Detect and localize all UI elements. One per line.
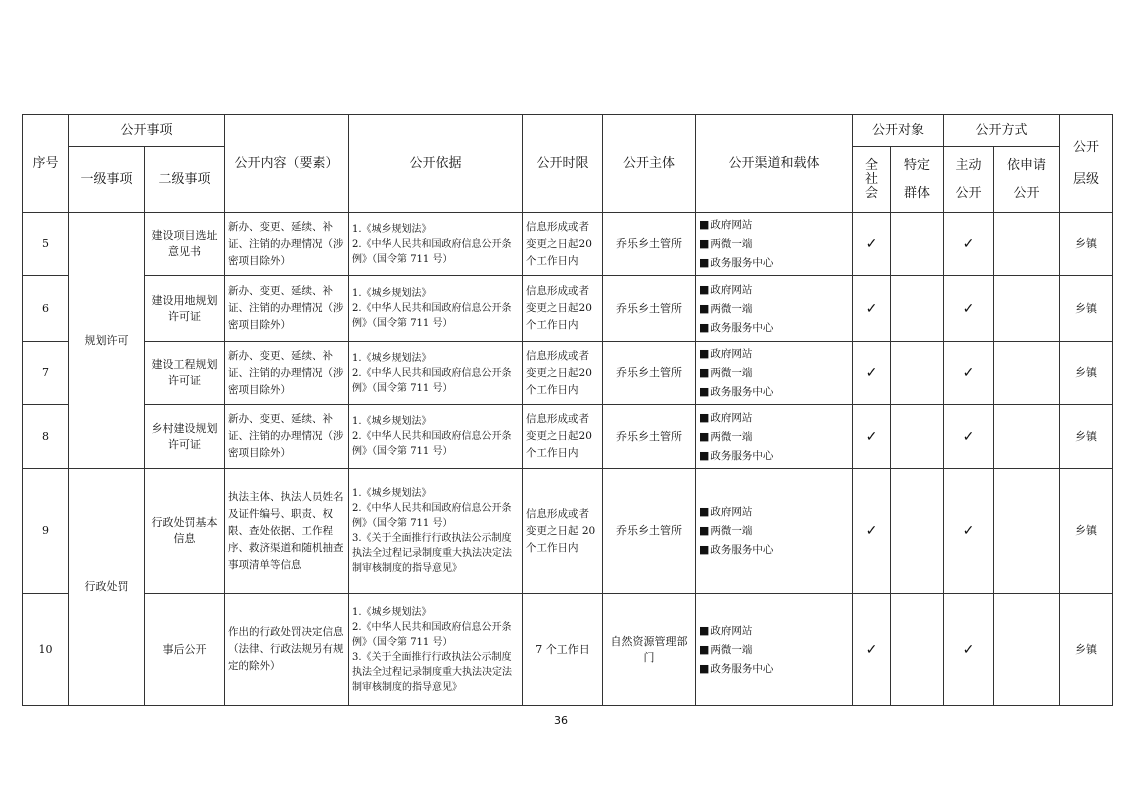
row-content: 执法主体、执法人员姓名及证件编号、职责、权限、查处依据、工作程序、救济渠道和随机抽查事项清单等信息	[225, 469, 349, 594]
row-seq: 9	[23, 469, 69, 594]
channel-item: ■ 政府网站	[699, 216, 849, 234]
header-level1: 一级事项	[69, 147, 145, 213]
check-all-society: ✓	[853, 213, 891, 276]
header-subject: 公开主体	[603, 115, 696, 213]
header-target-specific	[891, 147, 944, 213]
row-time-limit: 信息形成或者变更之日起 20 个工作日内	[523, 469, 603, 594]
row-subject: 乔乐乡土管所	[603, 342, 696, 405]
channel-item: ■ 政府网站	[699, 281, 849, 299]
row-item: 事后公开	[145, 594, 225, 706]
channel-item: ■ 两微一端	[699, 641, 849, 659]
row-time-limit: 信息形成或者变更之日起20个工作日内	[523, 405, 603, 469]
row-channels	[696, 594, 853, 706]
header-content: 公开内容（要素）	[225, 115, 349, 213]
header-method: 公开方式	[944, 115, 1060, 147]
check-active: ✓	[944, 405, 994, 469]
header-target-all-char: 会	[865, 185, 879, 201]
row-channels	[696, 405, 853, 469]
header-method-active-line2: 公开	[955, 185, 982, 201]
row-subject: 乔乐乡土管所	[603, 213, 696, 276]
basis-line: 1.《城乡规划法》	[352, 352, 432, 364]
row-basis	[349, 594, 523, 706]
channel-item: ■ 政务服务中心	[699, 447, 849, 465]
header-level-line1: 公开	[1073, 139, 1100, 155]
row-basis	[349, 469, 523, 594]
row-time-limit: 信息形成或者变更之日起20个工作日内	[523, 213, 603, 276]
row-basis	[349, 342, 523, 405]
basis-line: 2.《中华人民共和国政府信息公开条例》（国令第 711 号）	[352, 503, 512, 529]
table-row	[23, 213, 1113, 276]
basis-line: 2.《中华人民共和国政府信息公开条例》（国令第 711 号）	[352, 621, 512, 648]
header-channel: 公开渠道和载体	[696, 115, 853, 213]
row-subject: 乔乐乡土管所	[603, 469, 696, 594]
check-specific	[891, 276, 944, 342]
group-planning: 规划许可	[69, 213, 145, 469]
row-item: 行政处罚基本信息	[145, 469, 225, 594]
basis-line: 1.《城乡规划法》	[352, 488, 432, 499]
check-request	[994, 469, 1060, 594]
check-specific	[891, 469, 944, 594]
check-specific	[891, 213, 944, 276]
check-all-society: ✓	[853, 342, 891, 405]
check-all-society: ✓	[853, 276, 891, 342]
basis-line: 1.《城乡规划法》	[352, 223, 432, 235]
row-content: 新办、变更、延续、补证、注销的办理情况（涉密项目除外）	[225, 405, 349, 469]
header-target-all-char: 社	[865, 171, 879, 187]
channel-item: ■ 两微一端	[699, 522, 849, 540]
header-level	[1060, 115, 1113, 213]
header-target-specific-line1: 特定	[904, 157, 931, 173]
header-target-specific-line2: 群体	[904, 185, 931, 201]
header-basis: 公开依据	[349, 115, 523, 213]
channel-item: ■ 两微一端	[699, 235, 849, 253]
row-seq: 7	[23, 342, 69, 405]
table-row	[23, 276, 1113, 342]
header-level-line2: 层级	[1073, 171, 1100, 187]
check-request	[994, 594, 1060, 706]
row-basis	[349, 405, 523, 469]
header-time-limit: 公开时限	[523, 115, 603, 213]
check-request	[994, 342, 1060, 405]
row-time-limit: 信息形成或者变更之日起20个工作日内	[523, 342, 603, 405]
row-content: 新办、变更、延续、补证、注销的办理情况（涉密项目除外）	[225, 213, 349, 276]
header-target: 公开对象	[853, 115, 944, 147]
group-penalty: 行政处罚	[69, 469, 145, 706]
basis-line: 2.《中华人民共和国政府信息公开条例》（国令第 711 号）	[352, 431, 512, 457]
channel-item: ■ 政务服务中心	[699, 541, 849, 559]
header-target-all	[853, 147, 891, 213]
row-subject: 乔乐乡土管所	[603, 405, 696, 469]
row-channels	[696, 213, 853, 276]
table-row	[23, 594, 1113, 706]
header-target-all-char: 全	[865, 157, 879, 173]
row-item: 建设用地规划许可证	[145, 276, 225, 342]
row-level: 乡镇	[1060, 213, 1113, 276]
channel-item: ■ 政府网站	[699, 409, 849, 427]
basis-line: 1.《城乡规划法》	[352, 606, 432, 618]
check-active: ✓	[944, 213, 994, 276]
header-method-request-line2: 公开	[1013, 185, 1040, 201]
row-seq: 8	[23, 405, 69, 469]
row-level: 乡镇	[1060, 469, 1113, 594]
header-level2: 二级事项	[145, 147, 225, 213]
basis-line: 3.《关于全面推行行政执法公示制度执法全过程记录制度重大执法决定法制审核制度的指导意见》	[352, 533, 513, 574]
row-content: 新办、变更、延续、补证、注销的办理情况（涉密项目除外）	[225, 276, 349, 342]
row-channels	[696, 469, 853, 594]
basis-line: 2.《中华人民共和国政府信息公开条例》（国令第 711 号）	[352, 367, 512, 394]
header-method-request	[994, 147, 1060, 213]
channel-item: ■ 政府网站	[699, 622, 849, 640]
row-level: 乡镇	[1060, 342, 1113, 405]
channel-item: ■ 政府网站	[699, 503, 849, 521]
row-level: 乡镇	[1060, 276, 1113, 342]
check-active: ✓	[944, 469, 994, 594]
row-seq: 10	[23, 594, 69, 706]
row-subject: 乔乐乡土管所	[603, 276, 696, 342]
check-request	[994, 405, 1060, 469]
basis-line: 3.《关于全面推行行政执法公示制度执法全过程记录制度重大执法决定法制审核制度的指导意见》	[352, 651, 513, 693]
row-time-limit: 信息形成或者变更之日起20个工作日内	[523, 276, 603, 342]
channel-item: ■ 政府网站	[699, 345, 849, 363]
check-all-society: ✓	[853, 469, 891, 594]
channel-item: ■ 政务服务中心	[699, 254, 849, 272]
header-items: 公开事项	[69, 115, 225, 147]
check-all-society: ✓	[853, 594, 891, 706]
check-active: ✓	[944, 594, 994, 706]
table-row	[23, 469, 1113, 594]
row-seq: 5	[23, 213, 69, 276]
channel-item: ■ 两微一端	[699, 300, 849, 318]
row-channels	[696, 276, 853, 342]
row-content: 新办、变更、延续、补证、注销的办理情况（涉密项目除外）	[225, 342, 349, 405]
basis-line: 1.《城乡规划法》	[352, 288, 432, 299]
row-content: 作出的行政处罚决定信息（法律、行政法规另有规定的除外）	[225, 594, 349, 706]
row-level: 乡镇	[1060, 405, 1113, 469]
check-specific	[891, 342, 944, 405]
basis-line: 1.《城乡规划法》	[352, 416, 432, 427]
channel-item: ■ 两微一端	[699, 428, 849, 446]
header-method-active-line1: 主动	[955, 157, 982, 173]
check-request	[994, 213, 1060, 276]
row-item: 乡村建设规划许可证	[145, 405, 225, 469]
check-active: ✓	[944, 342, 994, 405]
page-number: 36	[554, 714, 568, 727]
header-method-request-line1: 依申请	[1007, 157, 1047, 173]
basis-line: 2.《中华人民共和国政府信息公开条例》（国令第 711 号）	[352, 303, 512, 329]
channel-item: ■ 政务服务中心	[699, 319, 849, 337]
channel-item: ■ 政务服务中心	[699, 383, 849, 401]
row-basis	[349, 276, 523, 342]
row-basis	[349, 213, 523, 276]
row-channels	[696, 342, 853, 405]
check-request	[994, 276, 1060, 342]
check-specific	[891, 405, 944, 469]
check-active: ✓	[944, 276, 994, 342]
disclosure-table	[22, 114, 1113, 706]
row-time-limit: 7 个工作日	[523, 594, 603, 706]
channel-item: ■ 政务服务中心	[699, 660, 849, 678]
table-row	[23, 405, 1113, 469]
header-method-active	[944, 147, 994, 213]
row-level: 乡镇	[1060, 594, 1113, 706]
row-subject: 自然资源管理部门	[603, 594, 696, 706]
header-seq: 序号	[23, 115, 69, 213]
channel-item: ■ 两微一端	[699, 364, 849, 382]
row-item: 建设项目选址意见书	[145, 213, 225, 276]
row-item: 建设工程规划许可证	[145, 342, 225, 405]
check-specific	[891, 594, 944, 706]
row-seq: 6	[23, 276, 69, 342]
check-all-society: ✓	[853, 405, 891, 469]
table-row	[23, 342, 1113, 405]
basis-line: 2.《中华人民共和国政府信息公开条例》（国令第 711 号）	[352, 238, 512, 265]
